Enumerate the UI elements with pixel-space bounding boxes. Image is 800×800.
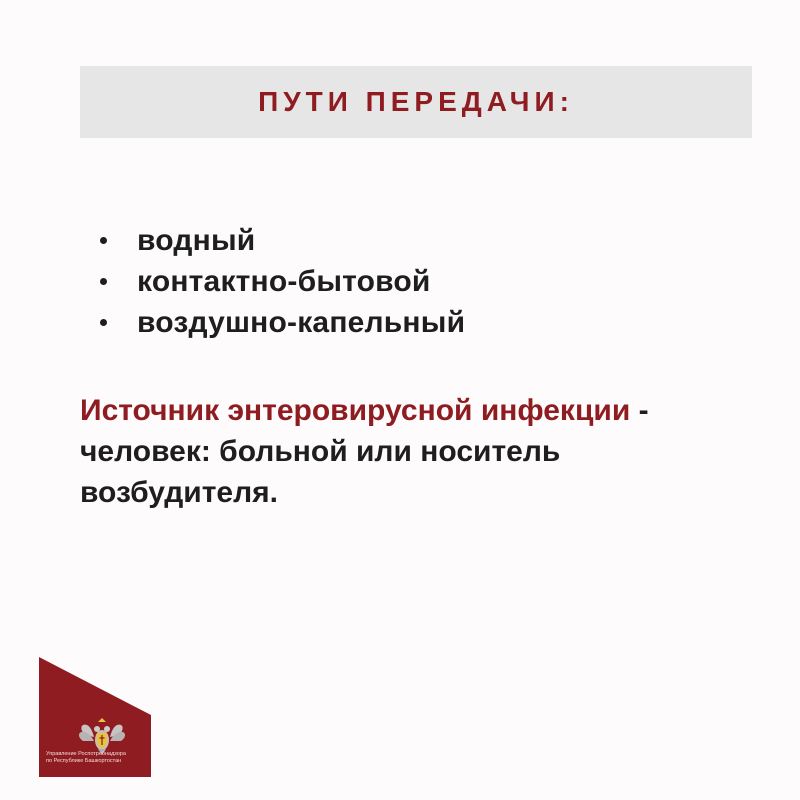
title-bar	[80, 66, 752, 138]
list-item	[100, 261, 465, 302]
org-caption-line: по Республике Башкортостан	[46, 758, 122, 764]
org-caption-line: Управление Роспотребнадзора	[46, 751, 126, 757]
route-label: воздушно-капельный	[137, 305, 466, 339]
infection-source-highlight: Источник энтеровирусной инфекции	[80, 394, 631, 427]
bullet-icon	[100, 237, 107, 244]
route-label: водный	[137, 223, 256, 257]
list-item	[100, 220, 465, 261]
bullet-icon	[100, 278, 107, 285]
bullet-icon	[100, 319, 107, 326]
route-label: контактно-бытовой	[137, 264, 431, 298]
page-title: ПУТИ ПЕРЕДАЧИ:	[258, 86, 574, 117]
infection-source-text: - человек: больной или носитель возбудителя.	[80, 394, 649, 509]
infection-source-paragraph	[80, 390, 740, 513]
transmission-routes-list	[100, 220, 465, 343]
list-item	[100, 302, 465, 343]
org-caption	[46, 751, 156, 765]
